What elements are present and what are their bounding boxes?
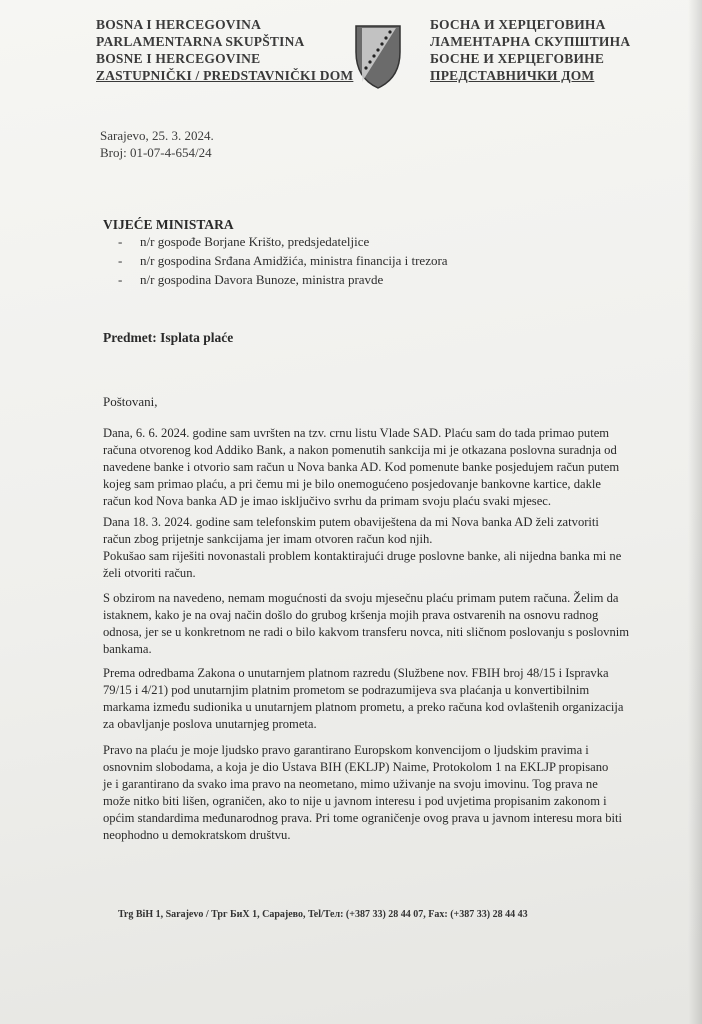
paragraph-line: računa otvorenog kod Addiko Bank, a nakon pomenutih sankcija mi je otkazana poslovna suradnja od — [103, 443, 617, 457]
paragraph-line: neophodno u demokratskom društvu. — [103, 828, 291, 842]
paragraph-line: navedene banke i otvorio sam račun u Nova banka AD. Kod pomenute banke posjedujem račun putem — [103, 460, 620, 474]
paragraph-line: odnosa, jer se u konkretnom ne radi o bilo kakvom transferu novca, niti sličnom poslovanju s poslovnim — [103, 625, 630, 639]
recipient-text: n/r gospodina Davora Bunoze, ministra pravde — [140, 272, 384, 287]
paragraph-line: 79/15 i 4/21) pod unutarnjim platnim prometom se podrazumijeva sva plaćanja u konvertibilnim — [103, 683, 590, 697]
body-paragraph — [103, 742, 648, 844]
document-meta — [100, 127, 214, 161]
bullet: - — [118, 253, 123, 268]
paragraph-line: Pravo na plaću je moje ljudsko pravo garantirano Europskom konvencijom o ljudskim pravima i — [103, 743, 589, 757]
paragraph-line: račun kod Nova banka AD je imao isključivo svrhu da primam svoju plaću svaki mjesec. — [103, 494, 552, 508]
document-number: Broj: 01-07-4-654/24 — [100, 145, 212, 160]
paragraph-line: S obzirom na navedeno, nemam mogućnosti da svoju mjesečnu plaću primam putem računa. Želim da — [103, 591, 619, 605]
document-date: Sarajevo, 25. 3. 2024. — [100, 128, 214, 143]
paragraph-line: Dana 18. 3. 2024. godine sam telefonskim putem obaviještena da mi Nova banka AD želi zatvoriti — [103, 515, 599, 529]
paragraph-line: istaknem, kako je na ovaj način došlo do grubog kršenja mojih prava ostvarenih na osnovu radnog — [103, 608, 599, 622]
paragraph-line: račun zbog prijetnje sankcijama jer imam otvoren račun kod njih. — [103, 532, 433, 546]
letterhead-line: BOSNA I HERCEGOVINA — [96, 17, 262, 32]
recipient-text: n/r gospodina Srđana Amidžića, ministra financija i trezora — [140, 253, 448, 268]
paragraph-line: bankama. — [103, 642, 152, 656]
letterhead-line: PARLAMENTARNA SKUPŠTINA — [96, 34, 305, 49]
letterhead-latin — [96, 16, 354, 84]
subject-line: Predmet: Isplata plaće — [103, 330, 234, 345]
letterhead-line: ПРЕДСТАВНИЧКИ ДОМ — [430, 68, 595, 83]
bullet: - — [118, 272, 123, 287]
paragraph-line: Dana, 6. 6. 2024. godine sam uvršten na tzv. crnu listu Vlade SAD. Plaću sam do tada primao putem — [103, 426, 610, 440]
letterhead-line: ЛАМЕНТАРНА СКУПШТИНА — [430, 34, 631, 49]
letterhead-line: BOSNE I HERCEGOVINE — [96, 51, 261, 66]
paragraph-line: kojeg sam primao plaću, a pri čemu mi je bilo onemogućeno posjedovanje bankovne kartice, dakle — [103, 477, 601, 491]
recipient-line — [118, 232, 448, 251]
body-paragraph — [103, 590, 648, 658]
page-shadow — [688, 0, 702, 1024]
body-paragraph — [103, 514, 648, 582]
recipient-line — [118, 270, 448, 289]
paragraph-line: općim standardima međunarodnog prava. Pri tome ograničenje ovog prava u javnom interesu mora biti — [103, 811, 622, 825]
letterhead-line: БОСНЕ И ХЕРЦЕГОВИНЕ — [430, 51, 605, 66]
coat-of-arms-icon — [350, 22, 406, 92]
paragraph-line: može nitko biti lišen, ograničen, ako to nije u javnom interesu i pod uvjetima propisanim zakonom i — [103, 794, 607, 808]
letterhead-line: БОСНА И ХЕРЦЕГОВИНА — [430, 17, 606, 32]
letter-footer: Trg BiH 1, Sarajevo / Трг БиХ 1, Сарајево, Tel/Тел: (+387 33) 28 44 07, Fax: (+387 33) 28 44 43 — [118, 909, 528, 920]
paragraph-line: Prema odredbama Zakona o unutarnjem platnom razredu (Službene nov. FBIH broj 48/15 i Ispravka — [103, 666, 609, 680]
paragraph-line: Pokušao sam riješiti novonastali problem kontaktirajući druge poslovne banke, ali nijedna banka mi ne — [103, 549, 622, 563]
paragraph-line: osnovnim slobodama, a koja je dio Ustava BIH (EKLJP) Naime, Protokolom 1 na EKLJP propisano — [103, 760, 609, 774]
recipient-list — [118, 232, 448, 289]
paragraph-line: je i garantirano da svako ima pravo na neometano, mimo uživanje na svoju imovinu. Tog prava ne — [103, 777, 598, 791]
letterhead-cyrillic — [430, 16, 670, 84]
greeting: Poštovani, — [103, 394, 158, 409]
body-paragraph — [103, 665, 648, 733]
recipient-title: VIJEĆE MINISTARA — [103, 217, 234, 232]
paragraph-line: za obavljanje poslova unutarnjeg prometa. — [103, 717, 317, 731]
paragraph-line: markama između sudionika u unutarnjem platnom prometu, a preko računa kod ovlaštenih organizacija — [103, 700, 624, 714]
recipient-text: n/r gospođe Borjane Krišto, predsjedateljice — [140, 234, 370, 249]
letterhead-line: ZASTUPNIČKI / PREDSTAVNIČKI DOM — [96, 68, 354, 83]
body-paragraph — [103, 425, 648, 510]
bullet: - — [118, 234, 123, 249]
recipient-line — [118, 251, 448, 270]
paragraph-line: želi otvoriti račun. — [103, 566, 196, 580]
